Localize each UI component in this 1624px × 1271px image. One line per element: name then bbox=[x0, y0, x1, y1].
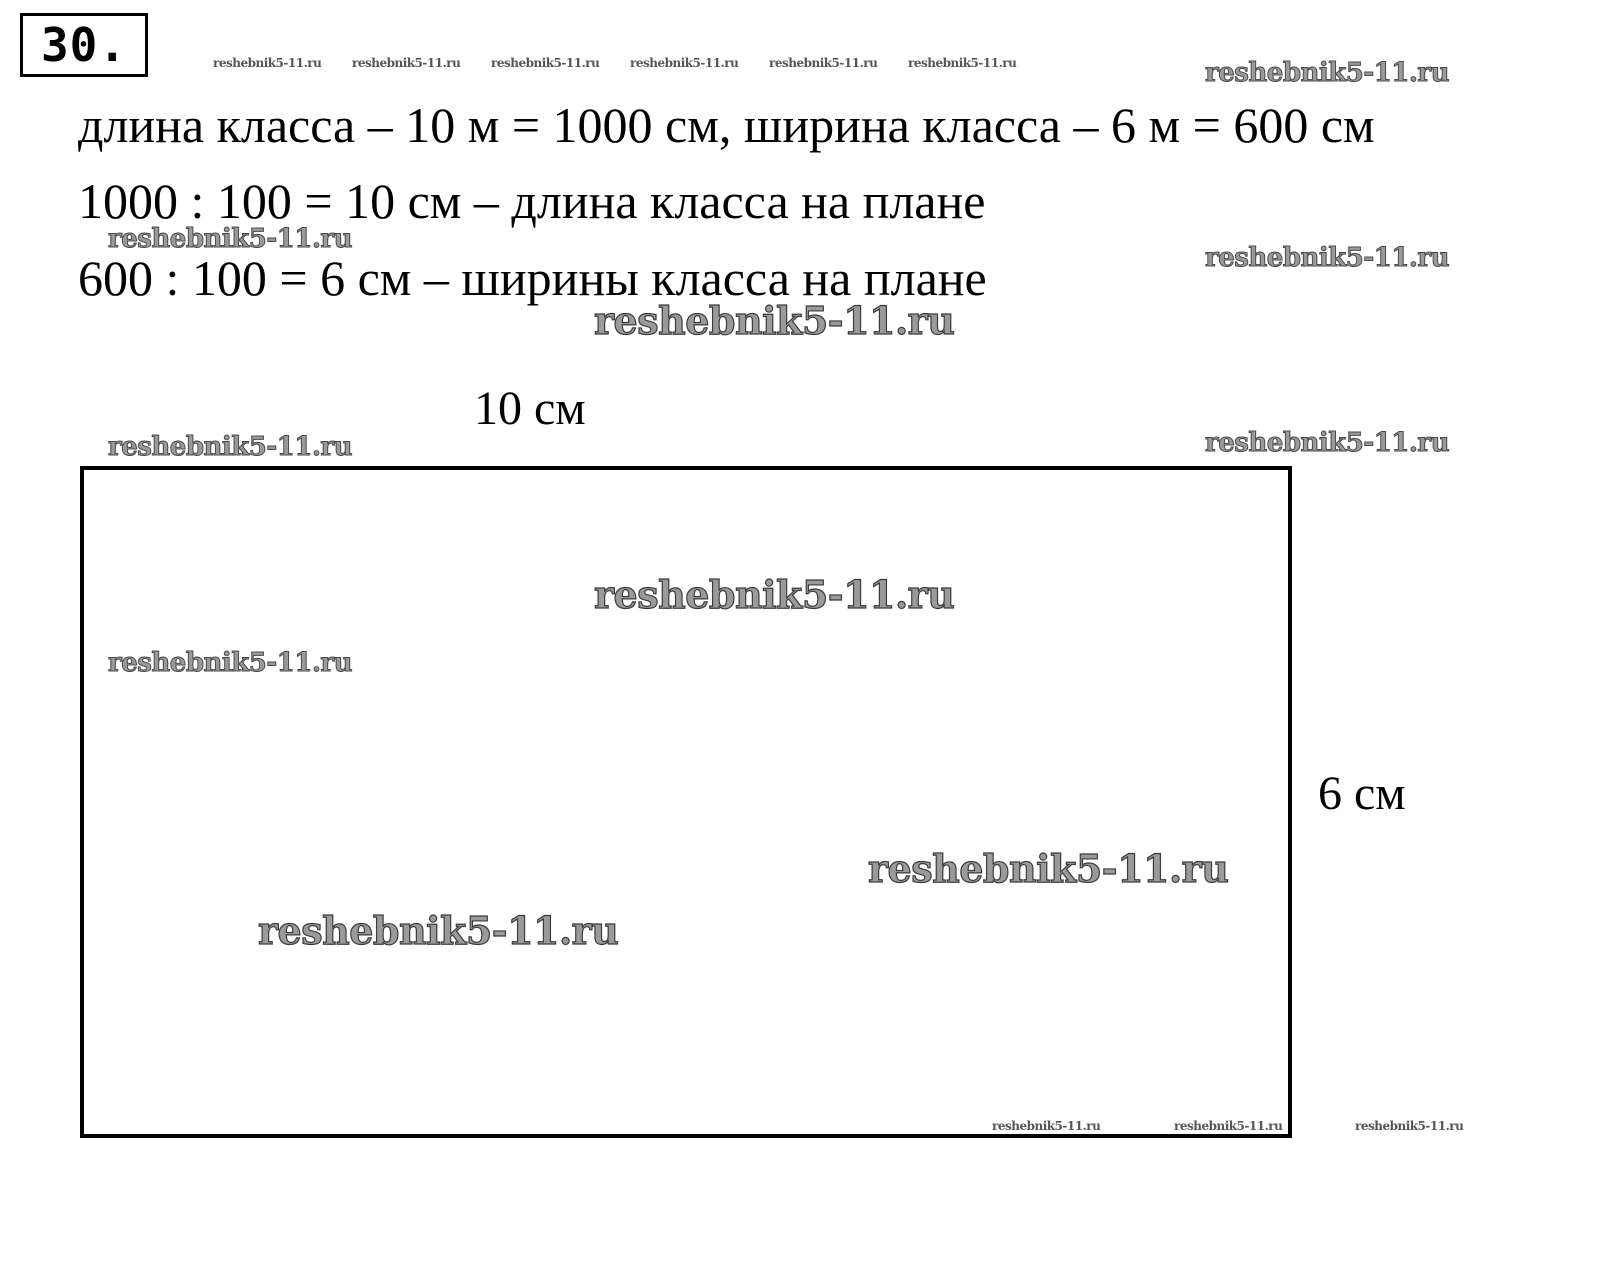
watermark: reshebnik5-11.ru bbox=[594, 298, 955, 343]
watermark: reshebnik5-11.ru bbox=[594, 572, 955, 617]
watermark: reshebnik5-11.ru bbox=[630, 56, 739, 70]
watermark: reshebnik5-11.ru bbox=[491, 56, 600, 70]
watermark: reshebnik5-11.ru bbox=[108, 648, 353, 678]
solution-line-2: 1000 : 100 = 10 см – длина класса на плане bbox=[78, 173, 986, 229]
watermark: reshebnik5-11.ru bbox=[213, 56, 322, 70]
problem-number: 30. bbox=[40, 18, 128, 72]
watermark: reshebnik5-11.ru bbox=[258, 908, 619, 953]
solution-line-1: длина класса – 10 м = 1000 см, ширина класса – 6 м = 600 см bbox=[78, 97, 1375, 153]
watermark: reshebnik5-11.ru bbox=[1355, 1119, 1464, 1133]
solution-line-3: 600 : 100 = 6 см – ширины класса на плане bbox=[78, 250, 987, 306]
problem-number-box bbox=[20, 13, 148, 77]
watermark: reshebnik5-11.ru bbox=[352, 56, 461, 70]
watermark: reshebnik5-11.ru bbox=[769, 56, 878, 70]
watermark: reshebnik5-11.ru bbox=[1205, 428, 1450, 458]
classroom-plan-rectangle bbox=[80, 466, 1292, 1138]
watermark: reshebnik5-11.ru bbox=[108, 432, 353, 462]
watermark: reshebnik5-11.ru bbox=[868, 846, 1229, 891]
watermark: reshebnik5-11.ru bbox=[1205, 58, 1450, 88]
watermark: reshebnik5-11.ru bbox=[992, 1119, 1101, 1133]
watermark: reshebnik5-11.ru bbox=[108, 224, 353, 254]
watermark: reshebnik5-11.ru bbox=[908, 56, 1017, 70]
watermark: reshebnik5-11.ru bbox=[1174, 1119, 1283, 1133]
plan-length-label: 10 см bbox=[474, 382, 586, 435]
watermark: reshebnik5-11.ru bbox=[1205, 243, 1450, 273]
plan-width-label: 6 см bbox=[1318, 767, 1406, 820]
